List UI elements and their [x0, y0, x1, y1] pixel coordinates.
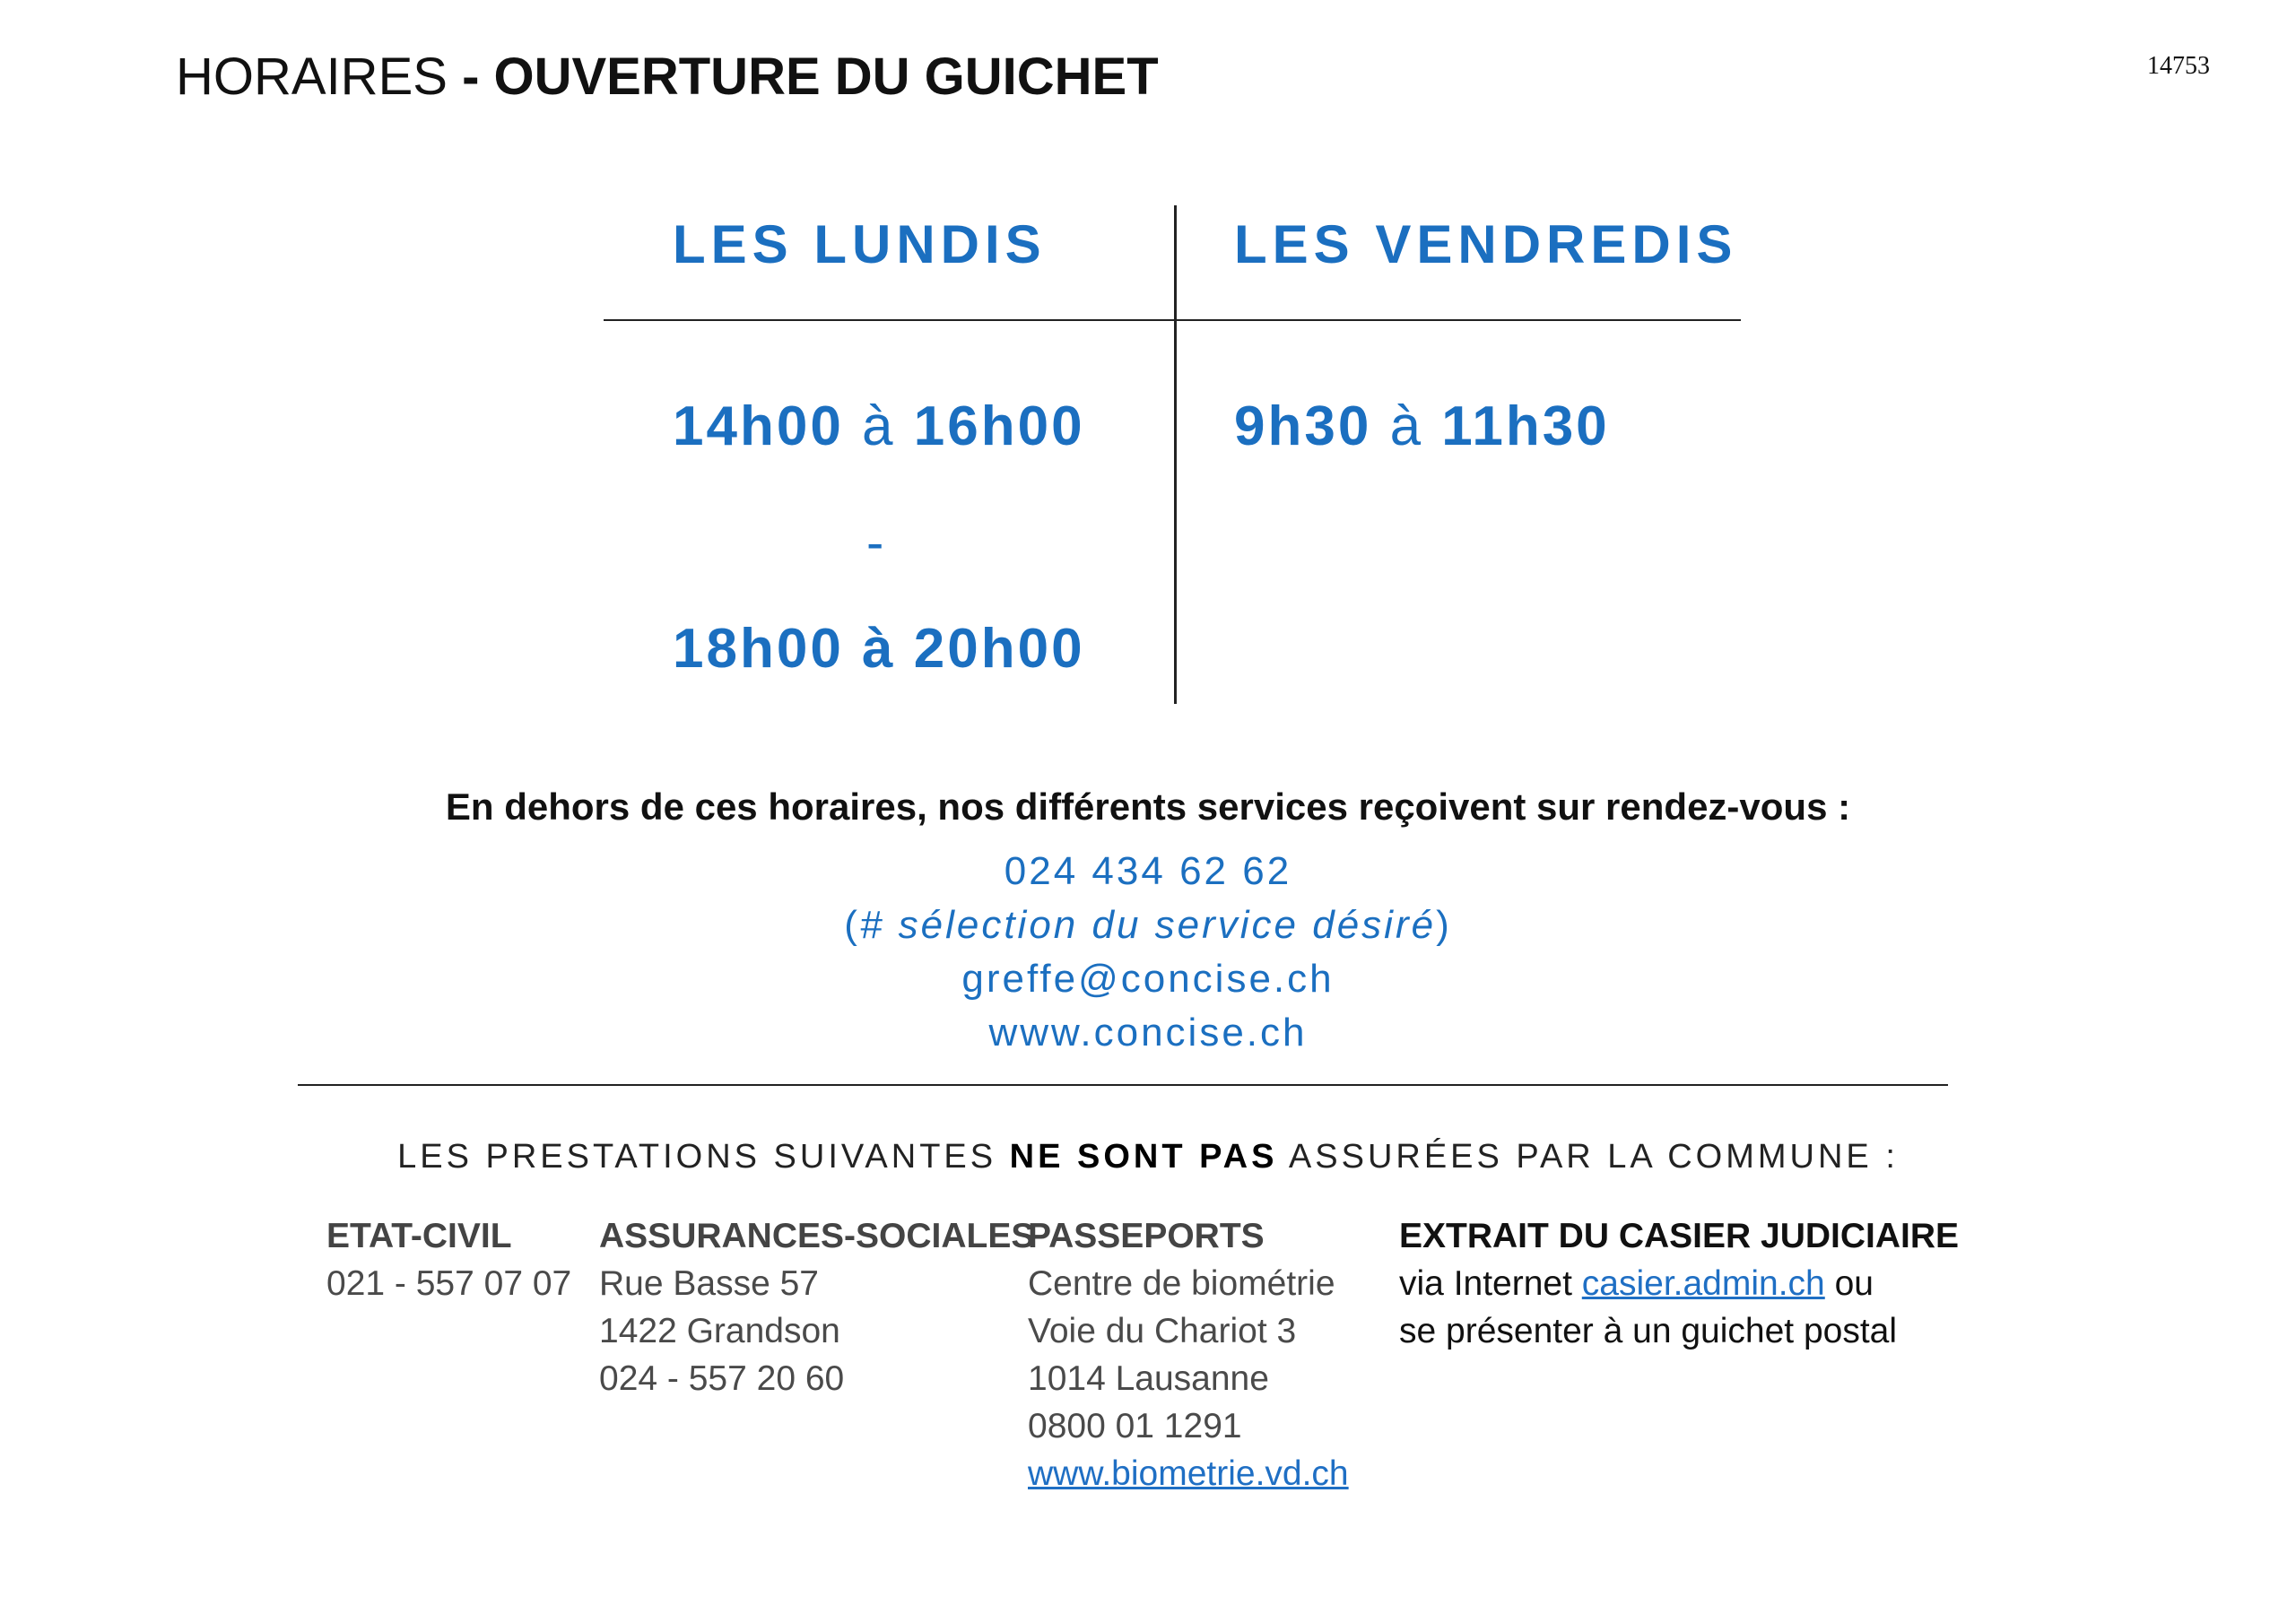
passeports-line1: Centre de biométrie: [1028, 1264, 1335, 1303]
biometrie-link[interactable]: www.biometrie.vd.ch: [1028, 1454, 1349, 1493]
page-title: [176, 45, 1159, 109]
monday-slot-dash: -: [866, 514, 884, 572]
casier-admin-link[interactable]: casier.admin.ch: [1581, 1264, 1825, 1303]
etat-civil-heading: ETAT-CIVIL: [326, 1217, 512, 1255]
section-divider: [298, 1084, 1948, 1086]
assurances-street: Rue Basse 57: [599, 1264, 819, 1303]
appointment-selection: [0, 898, 2296, 952]
services-intro: [0, 1132, 2296, 1182]
selection-open-paren: (: [844, 903, 860, 947]
assurances-phone: 024 - 557 20 60: [599, 1359, 845, 1398]
casier-line1-before: via Internet: [1399, 1264, 1582, 1303]
monday-slot-2-start: 18h00: [673, 618, 844, 680]
service-passeports: [1028, 1212, 1349, 1497]
appointment-phone: 024 434 62 62: [1004, 849, 1292, 893]
service-etat-civil: [326, 1212, 571, 1307]
friday-slot-separator: à: [1389, 395, 1424, 457]
monday-slot-2: [673, 617, 1085, 681]
etat-civil-phone: 021 - 557 07 07: [326, 1264, 572, 1303]
friday-slot-end: 11h30: [1441, 395, 1610, 457]
service-assurances-sociales: [599, 1212, 1034, 1402]
casier-line1: [1399, 1260, 1959, 1307]
assurances-city: 1422 Grandson: [599, 1312, 840, 1350]
services-intro-after: ASSURÉES PAR LA COMMUNE :: [1277, 1138, 1899, 1176]
monday-slot-1-end: 16h00: [913, 395, 1085, 457]
page-title-light: HORAIRES: [176, 48, 448, 106]
passeports-phone: 0800 01 1291: [1028, 1407, 1242, 1445]
appointment-text: En dehors de ces horaires, nos différents services reçoivent sur rendez-vous :: [445, 785, 1851, 828]
selection-text: # sélection du service désiré: [859, 903, 1437, 947]
passeports-street: Voie du Chariot 3: [1028, 1312, 1297, 1350]
friday-heading: LES VENDREDIS: [1234, 214, 1738, 274]
passeports-city: 1014 Lausanne: [1028, 1359, 1269, 1398]
monday-slot-1-start: 14h00: [673, 395, 844, 457]
services-intro-bold: NE SONT PAS: [1009, 1138, 1278, 1176]
friday-slot: [1234, 395, 1610, 459]
monday-heading: LES LUNDIS: [673, 214, 1047, 274]
casier-heading: EXTRAIT DU CASIER JUDICIAIRE: [1399, 1217, 1960, 1255]
selection-close-paren: ): [1436, 903, 1452, 947]
schedule-horizontal-divider: [604, 319, 1741, 321]
page-title-bold: - OUVERTURE DU GUICHET: [447, 48, 1159, 106]
document-number: 14753: [2147, 52, 2210, 80]
appointment-email[interactable]: greffe@concise.ch: [961, 957, 1335, 1001]
monday-slot-2-separator: à: [862, 618, 896, 680]
schedule-vertical-divider: [1174, 205, 1177, 704]
monday-slot-1-separator: à: [862, 395, 896, 457]
monday-slot-2-end: 20h00: [913, 618, 1085, 680]
appointment-website[interactable]: www.concise.ch: [988, 1011, 1308, 1055]
assurances-heading: ASSURANCES-SOCIALES: [599, 1217, 1035, 1255]
casier-line2: se présenter à un guichet postal: [1399, 1312, 1898, 1350]
monday-slot-1: [673, 395, 1085, 459]
service-casier-judiciaire: [1399, 1212, 1959, 1355]
services-intro-before: LES PRESTATIONS SUIVANTES: [397, 1138, 1010, 1176]
passeports-heading: PASSEPORTS: [1028, 1217, 1265, 1255]
casier-line1-after: ou: [1824, 1264, 1874, 1303]
friday-slot-start: 9h30: [1234, 395, 1372, 457]
